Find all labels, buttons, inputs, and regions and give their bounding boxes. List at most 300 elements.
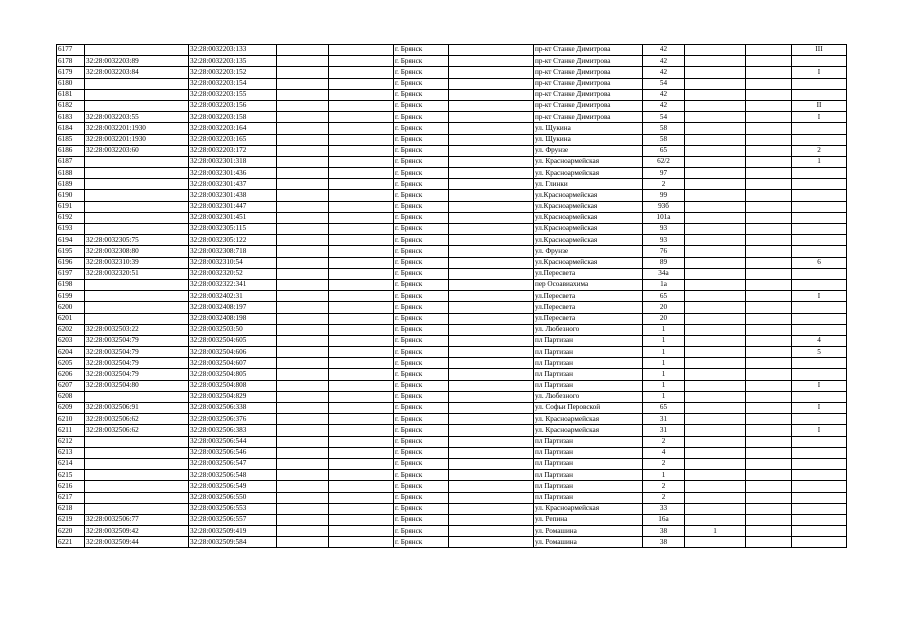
source-cadastral-cell: 32:28:0032504:79 xyxy=(85,369,189,380)
building-mark-cell xyxy=(685,123,746,134)
table-row xyxy=(57,67,847,78)
building-mark-cell xyxy=(685,380,746,391)
house-number-cell: 42 xyxy=(643,45,685,56)
empty-cell xyxy=(277,458,329,469)
row-number-cell: 6206 xyxy=(57,369,85,380)
city-cell: г. Брянск xyxy=(394,537,449,548)
premises-number-cell: I xyxy=(792,67,847,78)
table-row xyxy=(57,224,847,235)
city-cell: г. Брянск xyxy=(394,224,449,235)
empty-cell xyxy=(449,123,534,134)
empty-cell xyxy=(329,134,394,145)
premises-number-cell xyxy=(792,201,847,212)
city-cell: г. Брянск xyxy=(394,313,449,324)
street-cell: пл Партизан xyxy=(534,470,643,481)
empty-cell xyxy=(746,156,792,167)
city-cell: г. Брянск xyxy=(394,134,449,145)
row-number-cell: 6213 xyxy=(57,447,85,458)
row-number-cell: 6197 xyxy=(57,268,85,279)
row-number-cell: 6187 xyxy=(57,156,85,167)
empty-cell xyxy=(329,78,394,89)
premises-number-cell: III xyxy=(792,45,847,56)
empty-cell xyxy=(277,56,329,67)
empty-cell xyxy=(329,224,394,235)
source-cadastral-cell: 32:28:0032504:79 xyxy=(85,335,189,346)
source-cadastral-cell: 32:28:0032203:84 xyxy=(85,67,189,78)
empty-cell xyxy=(329,179,394,190)
premises-number-cell xyxy=(792,481,847,492)
house-number-cell: 4 xyxy=(643,447,685,458)
cadastral-number-cell: 32:28:0032506:548 xyxy=(189,470,277,481)
empty-cell xyxy=(277,347,329,358)
city-cell: г. Брянск xyxy=(394,470,449,481)
house-number-cell: 54 xyxy=(643,78,685,89)
premises-number-cell xyxy=(792,179,847,190)
building-mark-cell xyxy=(685,168,746,179)
row-number-cell: 6193 xyxy=(57,224,85,235)
empty-cell xyxy=(329,347,394,358)
empty-cell xyxy=(277,526,329,537)
street-cell: пл Партизан xyxy=(534,380,643,391)
cadastral-number-cell: 32:28:0032301:451 xyxy=(189,212,277,223)
empty-cell xyxy=(329,190,394,201)
city-cell: г. Брянск xyxy=(394,291,449,302)
cadastral-number-cell: 32:28:0032203:135 xyxy=(189,56,277,67)
table-row xyxy=(57,358,847,369)
city-cell: г. Брянск xyxy=(394,112,449,123)
table-row xyxy=(57,458,847,469)
source-cadastral-cell: 32:28:0032504:79 xyxy=(85,358,189,369)
building-mark-cell xyxy=(685,302,746,313)
empty-cell xyxy=(329,246,394,257)
empty-cell xyxy=(449,156,534,167)
empty-cell xyxy=(329,503,394,514)
street-cell: ул.Красноармейская xyxy=(534,201,643,212)
empty-cell xyxy=(277,291,329,302)
cadastral-number-cell: 32:28:0032506:544 xyxy=(189,436,277,447)
city-cell: г. Брянск xyxy=(394,391,449,402)
empty-cell xyxy=(449,112,534,123)
row-number-cell: 6185 xyxy=(57,134,85,145)
building-mark-cell xyxy=(685,403,746,414)
table-row xyxy=(57,246,847,257)
table-row xyxy=(57,190,847,201)
street-cell: ул. Софьи Перовской xyxy=(534,403,643,414)
building-mark-cell xyxy=(685,514,746,525)
premises-number-cell: I xyxy=(792,112,847,123)
source-cadastral-cell: 32:28:0032203:55 xyxy=(85,112,189,123)
empty-cell xyxy=(329,526,394,537)
city-cell: г. Брянск xyxy=(394,324,449,335)
row-number-cell: 6192 xyxy=(57,212,85,223)
house-number-cell: 34а xyxy=(643,268,685,279)
premises-number-cell xyxy=(792,268,847,279)
empty-cell xyxy=(449,380,534,391)
empty-cell xyxy=(329,279,394,290)
house-number-cell: 1 xyxy=(643,335,685,346)
house-number-cell: 2 xyxy=(643,458,685,469)
building-mark-cell xyxy=(685,156,746,167)
source-cadastral-cell: 32:28:0032305:75 xyxy=(85,235,189,246)
city-cell: г. Брянск xyxy=(394,56,449,67)
empty-cell xyxy=(746,123,792,134)
empty-cell xyxy=(746,67,792,78)
empty-cell xyxy=(746,268,792,279)
empty-cell xyxy=(746,369,792,380)
premises-number-cell: 4 xyxy=(792,335,847,346)
house-number-cell: 62/2 xyxy=(643,156,685,167)
premises-number-cell xyxy=(792,526,847,537)
row-number-cell: 6195 xyxy=(57,246,85,257)
empty-cell xyxy=(449,492,534,503)
empty-cell xyxy=(277,134,329,145)
street-cell: ул. Красноармейская xyxy=(534,425,643,436)
empty-cell xyxy=(277,414,329,425)
empty-cell xyxy=(449,481,534,492)
empty-cell xyxy=(449,313,534,324)
house-number-cell: 93б xyxy=(643,201,685,212)
city-cell: г. Брянск xyxy=(394,369,449,380)
building-mark-cell xyxy=(685,224,746,235)
empty-cell xyxy=(329,268,394,279)
row-number-cell: 6180 xyxy=(57,78,85,89)
house-number-cell: 33 xyxy=(643,503,685,514)
building-mark-cell xyxy=(685,134,746,145)
source-cadastral-cell xyxy=(85,78,189,89)
table-row xyxy=(57,313,847,324)
premises-number-cell xyxy=(792,470,847,481)
street-cell: пл Партизан xyxy=(534,481,643,492)
cadastral-number-cell: 32:28:0032203:172 xyxy=(189,145,277,156)
empty-cell xyxy=(449,235,534,246)
cadastral-number-cell: 32:28:0032301:447 xyxy=(189,201,277,212)
source-cadastral-cell xyxy=(85,302,189,313)
empty-cell xyxy=(746,56,792,67)
empty-cell xyxy=(329,313,394,324)
cadastral-number-cell: 32:28:0032504:808 xyxy=(189,380,277,391)
cadastral-number-cell: 32:28:0032402:31 xyxy=(189,291,277,302)
empty-cell xyxy=(449,268,534,279)
table-row xyxy=(57,302,847,313)
house-number-cell: 1 xyxy=(643,470,685,481)
city-cell: г. Брянск xyxy=(394,246,449,257)
source-cadastral-cell xyxy=(85,168,189,179)
house-number-cell: 31 xyxy=(643,414,685,425)
street-cell: пл Партизан xyxy=(534,369,643,380)
city-cell: г. Брянск xyxy=(394,458,449,469)
source-cadastral-cell xyxy=(85,447,189,458)
source-cadastral-cell xyxy=(85,313,189,324)
cadastral-number-cell: 32:28:0032301:438 xyxy=(189,190,277,201)
city-cell: г. Брянск xyxy=(394,89,449,100)
premises-number-cell: I xyxy=(792,380,847,391)
city-cell: г. Брянск xyxy=(394,190,449,201)
empty-cell xyxy=(449,391,534,402)
premises-number-cell xyxy=(792,302,847,313)
source-cadastral-cell xyxy=(85,481,189,492)
city-cell: г. Брянск xyxy=(394,179,449,190)
building-mark-cell xyxy=(685,89,746,100)
document-sheet xyxy=(56,44,846,548)
building-mark-cell xyxy=(685,291,746,302)
street-cell: ул. Фрунзе xyxy=(534,145,643,156)
row-number-cell: 6214 xyxy=(57,458,85,469)
cadastral-number-cell: 32:28:0032301:436 xyxy=(189,168,277,179)
cadastral-number-cell: 32:28:0032504:606 xyxy=(189,347,277,358)
building-mark-cell xyxy=(685,425,746,436)
empty-cell xyxy=(277,537,329,548)
building-mark-cell xyxy=(685,268,746,279)
cadastral-number-cell: 32:28:0032203:133 xyxy=(189,45,277,56)
building-mark-cell xyxy=(685,447,746,458)
city-cell: г. Брянск xyxy=(394,156,449,167)
street-cell: ул.Пересвета xyxy=(534,291,643,302)
street-cell: ул.Красноармейская xyxy=(534,224,643,235)
empty-cell xyxy=(746,145,792,156)
premises-number-cell xyxy=(792,436,847,447)
cadastral-number-cell: 32:28:0032203:164 xyxy=(189,123,277,134)
source-cadastral-cell xyxy=(85,179,189,190)
source-cadastral-cell: 32:28:0032203:60 xyxy=(85,145,189,156)
cadastral-number-cell: 32:28:0032506:383 xyxy=(189,425,277,436)
empty-cell xyxy=(746,112,792,123)
building-mark-cell xyxy=(685,212,746,223)
table-row xyxy=(57,112,847,123)
street-cell: ул. Красноармейская xyxy=(534,414,643,425)
street-cell: ул. Ромашина xyxy=(534,537,643,548)
empty-cell xyxy=(329,403,394,414)
empty-cell xyxy=(449,347,534,358)
empty-cell xyxy=(449,302,534,313)
street-cell: пр-кт Станке Димитрова xyxy=(534,56,643,67)
table-row xyxy=(57,212,847,223)
cadastral-number-cell: 32:28:0032506:557 xyxy=(189,514,277,525)
source-cadastral-cell: 32:28:0032503:22 xyxy=(85,324,189,335)
empty-cell xyxy=(277,335,329,346)
table-row xyxy=(57,279,847,290)
table-row xyxy=(57,514,847,525)
premises-number-cell: 1 xyxy=(792,156,847,167)
empty-cell xyxy=(746,436,792,447)
house-number-cell: 42 xyxy=(643,100,685,111)
empty-cell xyxy=(277,78,329,89)
empty-cell xyxy=(746,358,792,369)
city-cell: г. Брянск xyxy=(394,447,449,458)
row-number-cell: 6198 xyxy=(57,279,85,290)
table-row xyxy=(57,481,847,492)
empty-cell xyxy=(277,324,329,335)
cadastral-number-cell: 32:28:0032503:50 xyxy=(189,324,277,335)
city-cell: г. Брянск xyxy=(394,78,449,89)
street-cell: пер Осоавиахима xyxy=(534,279,643,290)
empty-cell xyxy=(746,380,792,391)
empty-cell xyxy=(277,358,329,369)
cadastral-number-cell: 32:28:0032310:54 xyxy=(189,257,277,268)
empty-cell xyxy=(329,45,394,56)
table-row xyxy=(57,335,847,346)
source-cadastral-cell: 32:28:0032308:80 xyxy=(85,246,189,257)
table-row xyxy=(57,436,847,447)
house-number-cell: 42 xyxy=(643,67,685,78)
source-cadastral-cell xyxy=(85,89,189,100)
premises-number-cell xyxy=(792,56,847,67)
house-number-cell: 1 xyxy=(643,369,685,380)
row-number-cell: 6190 xyxy=(57,190,85,201)
table-row xyxy=(57,145,847,156)
table-row xyxy=(57,45,847,56)
row-number-cell: 6204 xyxy=(57,347,85,358)
table-row xyxy=(57,447,847,458)
building-mark-cell xyxy=(685,257,746,268)
building-mark-cell xyxy=(685,112,746,123)
street-cell: ул. Репина xyxy=(534,514,643,525)
building-mark-cell xyxy=(685,436,746,447)
row-number-cell: 6215 xyxy=(57,470,85,481)
building-mark-cell xyxy=(685,347,746,358)
table-row xyxy=(57,537,847,548)
city-cell: г. Брянск xyxy=(394,67,449,78)
row-number-cell: 6220 xyxy=(57,526,85,537)
empty-cell xyxy=(329,481,394,492)
premises-number-cell xyxy=(792,212,847,223)
street-cell: ул.Пересвета xyxy=(534,268,643,279)
empty-cell xyxy=(449,279,534,290)
house-number-cell: 58 xyxy=(643,123,685,134)
premises-number-cell xyxy=(792,89,847,100)
city-cell: г. Брянск xyxy=(394,145,449,156)
city-cell: г. Брянск xyxy=(394,436,449,447)
source-cadastral-cell: 32:28:0032509:42 xyxy=(85,526,189,537)
house-number-cell: 2 xyxy=(643,481,685,492)
premises-number-cell xyxy=(792,224,847,235)
building-mark-cell xyxy=(685,492,746,503)
table-row xyxy=(57,425,847,436)
premises-number-cell: I xyxy=(792,291,847,302)
house-number-cell: 42 xyxy=(643,56,685,67)
empty-cell xyxy=(277,190,329,201)
empty-cell xyxy=(746,403,792,414)
empty-cell xyxy=(746,458,792,469)
empty-cell xyxy=(329,291,394,302)
empty-cell xyxy=(277,268,329,279)
empty-cell xyxy=(449,470,534,481)
empty-cell xyxy=(746,257,792,268)
cadastral-number-cell: 32:28:0032203:155 xyxy=(189,89,277,100)
street-cell: ул. Красноармейская xyxy=(534,156,643,167)
cadastral-number-cell: 32:28:0032504:805 xyxy=(189,369,277,380)
empty-cell xyxy=(746,212,792,223)
empty-cell xyxy=(746,89,792,100)
empty-cell xyxy=(449,335,534,346)
source-cadastral-cell: 32:28:0032506:62 xyxy=(85,414,189,425)
source-cadastral-cell: 32:28:0032201:1930 xyxy=(85,134,189,145)
empty-cell xyxy=(329,89,394,100)
source-cadastral-cell xyxy=(85,212,189,223)
city-cell: г. Брянск xyxy=(394,100,449,111)
source-cadastral-cell xyxy=(85,224,189,235)
cadastral-number-cell: 32:28:0032504:607 xyxy=(189,358,277,369)
empty-cell xyxy=(329,458,394,469)
table-row xyxy=(57,291,847,302)
row-number-cell: 6211 xyxy=(57,425,85,436)
cadastral-number-cell: 32:28:0032408:198 xyxy=(189,313,277,324)
street-cell: ул.Красноармейская xyxy=(534,257,643,268)
empty-cell xyxy=(277,470,329,481)
empty-cell xyxy=(449,89,534,100)
empty-cell xyxy=(746,347,792,358)
empty-cell xyxy=(329,380,394,391)
source-cadastral-cell: 32:28:0032506:62 xyxy=(85,425,189,436)
house-number-cell: 2 xyxy=(643,179,685,190)
city-cell: г. Брянск xyxy=(394,347,449,358)
empty-cell xyxy=(277,257,329,268)
house-number-cell: 54 xyxy=(643,112,685,123)
table-row xyxy=(57,268,847,279)
source-cadastral-cell: 32:28:0032506:77 xyxy=(85,514,189,525)
empty-cell xyxy=(277,279,329,290)
table-row xyxy=(57,100,847,111)
empty-cell xyxy=(277,145,329,156)
street-cell: пл Партизан xyxy=(534,335,643,346)
city-cell: г. Брянск xyxy=(394,235,449,246)
source-cadastral-cell xyxy=(85,291,189,302)
empty-cell xyxy=(449,369,534,380)
street-cell: пр-кт Станке Димитрова xyxy=(534,100,643,111)
street-cell: ул.Красноармейская xyxy=(534,235,643,246)
house-number-cell: 58 xyxy=(643,134,685,145)
premises-number-cell xyxy=(792,391,847,402)
row-number-cell: 6186 xyxy=(57,145,85,156)
house-number-cell: 2 xyxy=(643,492,685,503)
source-cadastral-cell xyxy=(85,45,189,56)
source-cadastral-cell xyxy=(85,100,189,111)
premises-number-cell: II xyxy=(792,100,847,111)
table-row xyxy=(57,492,847,503)
premises-number-cell xyxy=(792,78,847,89)
city-cell: г. Брянск xyxy=(394,414,449,425)
empty-cell xyxy=(329,235,394,246)
street-cell: ул. Ромашина xyxy=(534,526,643,537)
table-row xyxy=(57,179,847,190)
premises-number-cell xyxy=(792,492,847,503)
empty-cell xyxy=(449,526,534,537)
building-mark-cell xyxy=(685,458,746,469)
table-row xyxy=(57,403,847,414)
empty-cell xyxy=(277,492,329,503)
empty-cell xyxy=(449,78,534,89)
city-cell: г. Брянск xyxy=(394,492,449,503)
street-cell: пр-кт Станке Димитрова xyxy=(534,112,643,123)
street-cell: ул. Красноармейская xyxy=(534,503,643,514)
table-row xyxy=(57,257,847,268)
street-cell: ул.Красноармейская xyxy=(534,212,643,223)
empty-cell xyxy=(449,201,534,212)
cadastral-number-cell: 32:28:0032203:152 xyxy=(189,67,277,78)
row-number-cell: 6221 xyxy=(57,537,85,548)
cadastral-number-cell: 32:28:0032506:550 xyxy=(189,492,277,503)
city-cell: г. Брянск xyxy=(394,514,449,525)
empty-cell xyxy=(449,291,534,302)
premises-number-cell xyxy=(792,358,847,369)
source-cadastral-cell: 32:28:0032506:91 xyxy=(85,403,189,414)
building-mark-cell xyxy=(685,67,746,78)
row-number-cell: 6217 xyxy=(57,492,85,503)
house-number-cell: 20 xyxy=(643,302,685,313)
row-number-cell: 6196 xyxy=(57,257,85,268)
house-number-cell: 97 xyxy=(643,168,685,179)
registry-table xyxy=(56,44,847,548)
empty-cell xyxy=(746,134,792,145)
